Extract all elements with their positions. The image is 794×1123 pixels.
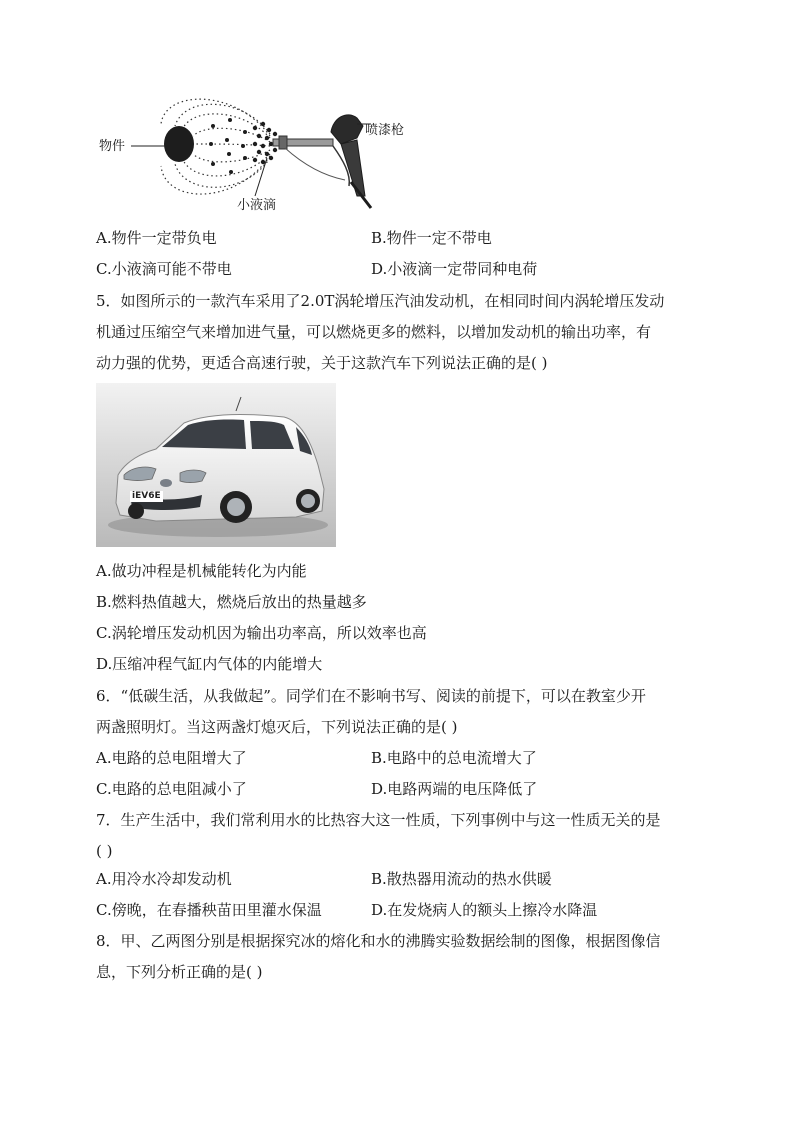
q6-text-line-2: 两盏照明灯。当这两盏灯熄灭后，下列说法正确的是( ) — [96, 718, 458, 736]
q6-text-line-1: 6．“低碳生活，从我做起”。同学们在不影响书写、阅读的前提下，可以在教室少开 — [96, 687, 646, 705]
q6-option-a: A.电路的总电阻增大了 — [96, 749, 247, 767]
car-photo — [96, 383, 336, 547]
car-badge: iEV6E — [132, 491, 161, 501]
q7-option-d: D.在发烧病人的额头上擦冷水降温 — [371, 901, 598, 919]
q5-option-a: A.做功冲程是机械能转化为内能 — [96, 562, 307, 580]
label-droplets: 小液滴 — [237, 198, 277, 213]
q5-text-line-3: 动力强的优势，更适合高速行驶，关于这款汽车下列说法正确的是( ) — [96, 354, 548, 372]
q7-text-line-2: ( ) — [96, 842, 113, 860]
q4-option-d: D.小液滴一定带同种电荷 — [371, 260, 538, 278]
q6-option-d: D.电路两端的电压降低了 — [371, 780, 538, 798]
q7-option-b: B.散热器用流动的热水供暖 — [371, 870, 552, 888]
q8-text-line-2: 息，下列分析正确的是( ) — [96, 963, 263, 981]
q6-option-b: B.电路中的总电流增大了 — [371, 749, 537, 767]
q5-text-line-2: 机通过压缩空气来增加进气量，可以燃烧更多的燃料，以增加发动机的输出功率，有 — [96, 323, 652, 341]
q7-option-c: C.傍晚，在春播秧苗田里灌水保温 — [96, 901, 322, 919]
q7-text-line-1: 7．生产生活中，我们常利用水的比热容大这一性质，下列事例中与这一性质无关的是 — [96, 811, 661, 829]
object-sphere — [164, 126, 194, 162]
q4-option-b: B.物件一定不带电 — [371, 229, 492, 247]
spray-paint-figure — [95, 96, 425, 218]
q5-option-c: C.涡轮增压发动机因为输出功率高，所以效率也高 — [96, 624, 427, 642]
q6-option-c: C.电路的总电阻减小了 — [96, 780, 247, 798]
q5-option-d: D.压缩冲程气缸内气体的内能增大 — [96, 655, 323, 673]
label-spray-gun: 喷漆枪 — [365, 123, 405, 138]
q4-option-c: C.小液滴可能不带电 — [96, 260, 232, 278]
q8-text-line-1: 8．甲、乙两图分别是根据探究冰的熔化和水的沸腾实验数据绘制的图像，根据图像信 — [96, 932, 661, 950]
label-object: 物件 — [99, 139, 126, 154]
q4-option-a: A.物件一定带负电 — [96, 229, 217, 247]
q5-option-b: B.燃料热值越大，燃烧后放出的热量越多 — [96, 593, 367, 611]
q7-option-a: A.用冷水冷却发动机 — [96, 870, 232, 888]
spray-gun — [273, 115, 371, 208]
q5-text-line-1: 5．如图所示的一款汽车采用了2.0T涡轮增压汽油发动机，在相同时间内涡轮增压发动 — [96, 292, 665, 310]
